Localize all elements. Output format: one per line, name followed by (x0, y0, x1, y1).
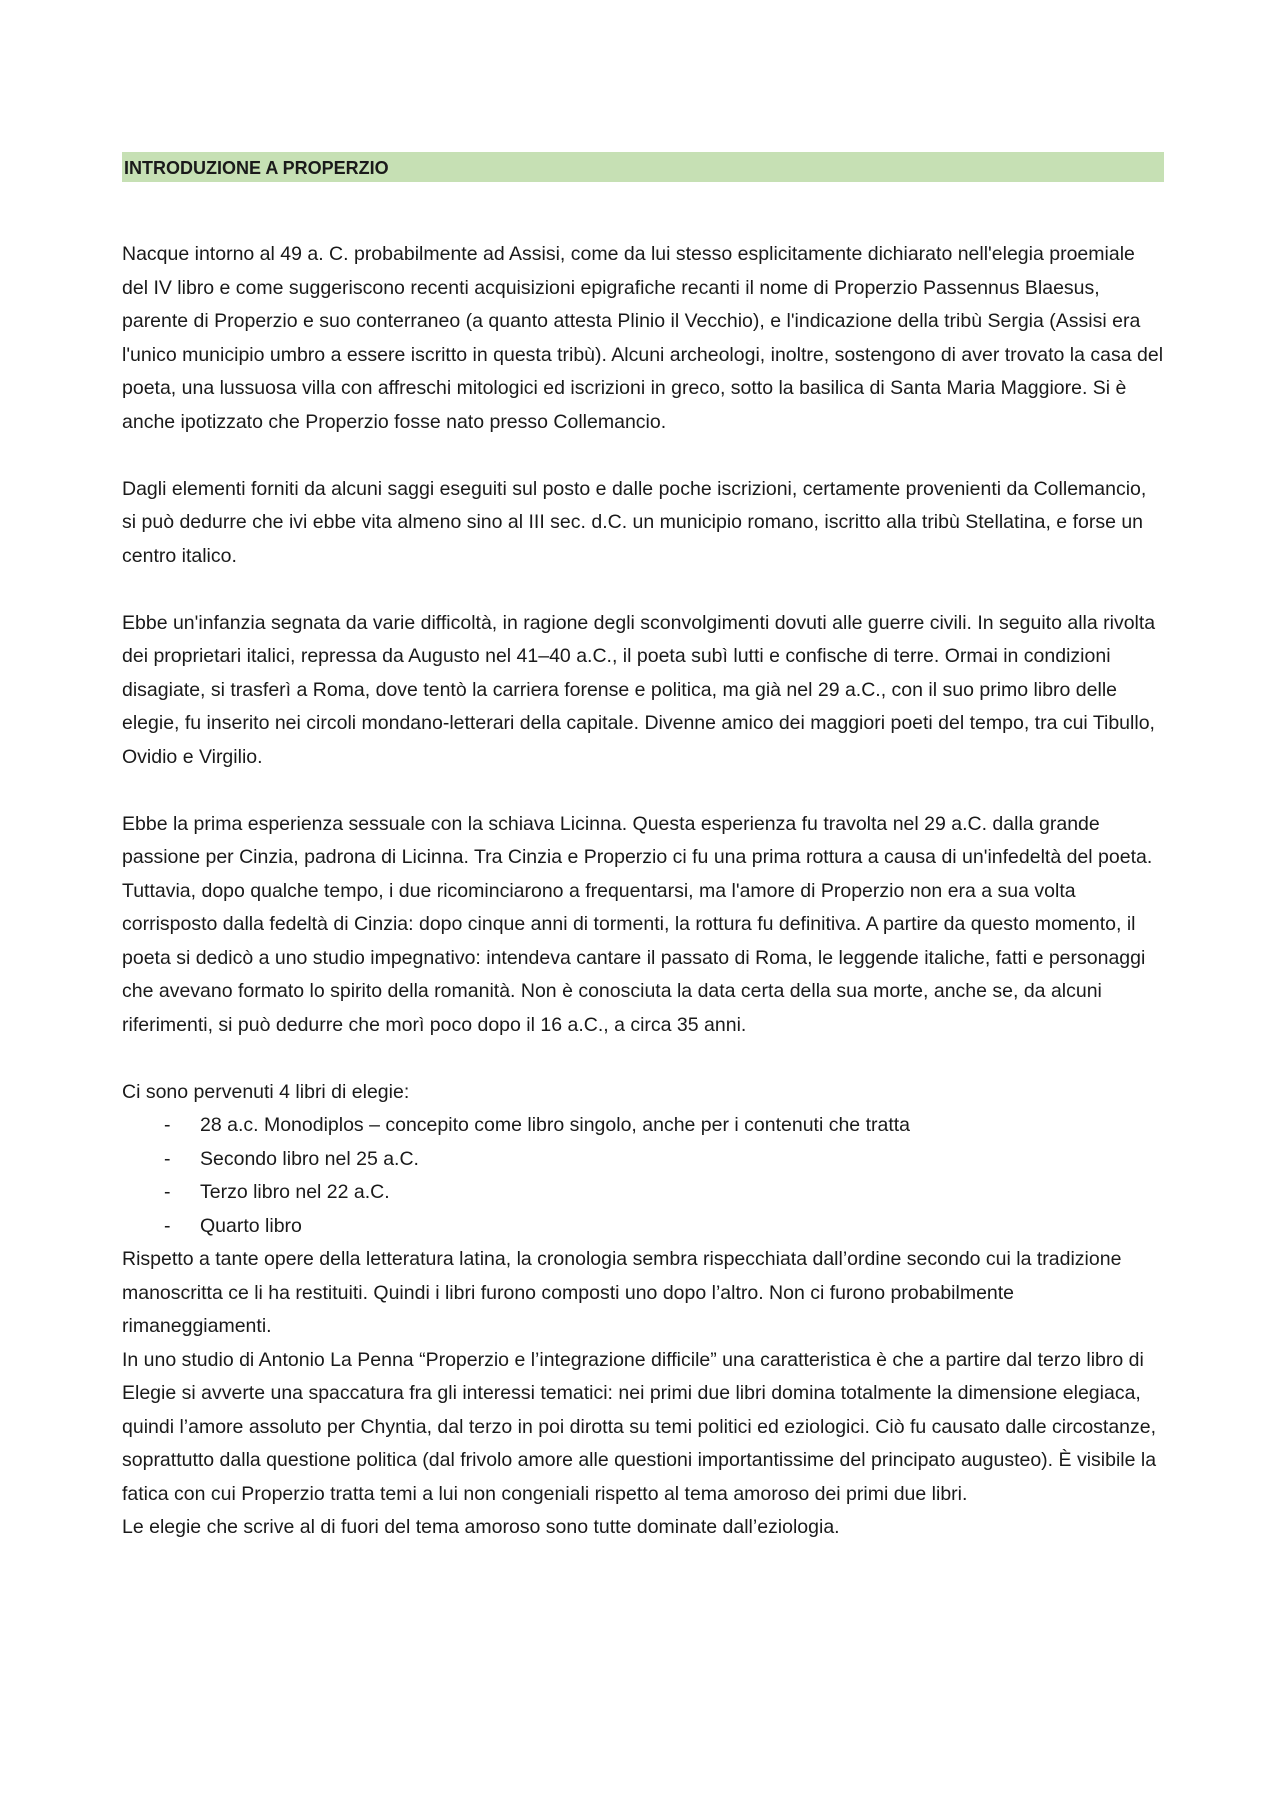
list-item (122, 1176, 1164, 1210)
list-dash: - (164, 1114, 171, 1136)
list-dash: - (164, 1214, 171, 1237)
paragraph-gap (122, 774, 1164, 808)
paragraph-la-penna: In uno studio di Antonio La Penna “Properzio e l’integrazione difficile” una caratteristica è che a partire dal terzo libro di Elegie si avverte una spaccatura fra gli interessi tematici: nei primi due libri domina totalmente la dimensione elegiaca, quindi l’amore assoluto per Chyntia, dal terzo in poi dirotta su temi politici ed eziologici. Ciò fu causato dalle circostanze, soprattutto dalla questione politica (dal frivolo amore alle questioni importantissime del principato augusteo). È visibile la fatica con cui Properzio tratta temi a lui non congeniali rispetto al tema amoroso dei primi due libri. (122, 1348, 1157, 1505)
list-dash: - (164, 1147, 171, 1170)
list-item (122, 1143, 1164, 1177)
document-title: INTRODUZIONE A PROPERZIO (122, 152, 1164, 182)
list-item-text: 28 a.c. Monodiplos – concepito come libro singolo, anche per i contenuti che tratta (200, 1114, 911, 1136)
paragraph-birth: Nacque intorno al 49 a. C. probabilmente ad Assisi, come da lui stesso esplicitamente dichiarato nell'elegia proemiale del IV libro e come suggeriscono recenti acquisizioni epigrafiche recanti il nome di Properzio Passennus Blaesus, parente di Properzio e suo conterraneo (a quanto attesta Plinio il Vecchio), e l'indicazione della tribù Sergia (Assisi era l'unico municipio umbro a essere iscritto in questa tribù). Alcuni archeologi, inoltre, sostengono di aver trovato la casa del poeta, una lussuosa villa con affreschi mitologici ed iscrizioni in greco, sotto la basilica di Santa Maria Maggiore. Si è anche ipotizzato che Properzio fosse nato presso Collemancio. (122, 243, 1164, 433)
paragraph-chronology: Rispetto a tante opere della letteratura latina, la cronologia sembra rispecchiata dall’ordine secondo cui la tradizione manoscritta ce li ha restituiti. Quindi i libri furono composti uno dopo l’altro. Non ci furono probabilmente rimaneggiamenti. (122, 1248, 1122, 1337)
paragraph-gap (122, 1042, 1164, 1076)
list-item-text: Terzo libro nel 22 a.C. (200, 1181, 390, 1203)
list-dash: - (164, 1181, 171, 1203)
paragraph-eziologia: Le elegie che scrive al di fuori del tema amoroso sono tutte dominate dall’eziologia. (122, 1516, 840, 1538)
paragraph-cinzia: Ebbe la prima esperienza sessuale con la schiava Licinna. Questa esperienza fu travolta nel 29 a.C. dalla grande passione per Cinzia, padrona di Licinna. Tra Cinzia e Properzio ci fu una prima rottura a causa di un'infedeltà del poeta. Tuttavia, dopo qualche tempo, i due ricominciarono a frequentarsi, ma l'amore di Properzio non era a sua volta corrisposto dalla fedeltà di Cinzia: dopo cinque anni di tormenti, la rottura fu definitiva. A partire da questo momento, il poeta si dedicò a uno studio impegnativo: intendeva cantare il passato di Roma, le leggende italiche, fatti e personaggi che avevano formato lo spirito della romanità. Non è conosciuta la data certa della sua morte, anche se, da alcuni riferimenti, si può dedurre che morì poco dopo il 16 a.C., a circa 35 anni. (122, 812, 1153, 1036)
paragraph-gap (122, 573, 1164, 607)
list-item-text: Quarto libro (200, 1214, 302, 1237)
list-item (122, 1210, 1164, 1244)
books-list (122, 1109, 1164, 1243)
books-intro: Ci sono pervenuti 4 libri di elegie: (122, 1080, 410, 1103)
document-page (122, 152, 1164, 1545)
paragraph-gap (122, 439, 1164, 473)
paragraph-childhood: Ebbe un'infanzia segnata da varie difficoltà, in ragione degli sconvolgimenti dovuti alle guerre civili. In seguito alla rivolta dei proprietari italici, repressa da Augusto nel 41–40 a.C., il poeta subì lutti e confische di terre. Ormai in condizioni disagiate, si trasferì a Roma, dove tentò la carriera forense e politica, ma già nel 29 a.C., con il suo primo libro delle elegie, fu inserito nei circoli mondano-letterari della capitale. Divenne amico dei maggiori poeti del tempo, tra cui Tibullo, Ovidio e Virgilio. (122, 611, 1156, 768)
paragraph-collemancio: Dagli elementi forniti da alcuni saggi eseguiti sul posto e dalle poche iscrizioni, certamente provenienti da Collemancio, si può dedurre che ivi ebbe vita almeno sino al III sec. d.C. un municipio romano, iscritto alla tribù Stellatina, e forse un centro italico. (122, 477, 1147, 567)
list-item (122, 1109, 1164, 1143)
list-item-text: Secondo libro nel 25 a.C. (200, 1147, 419, 1170)
